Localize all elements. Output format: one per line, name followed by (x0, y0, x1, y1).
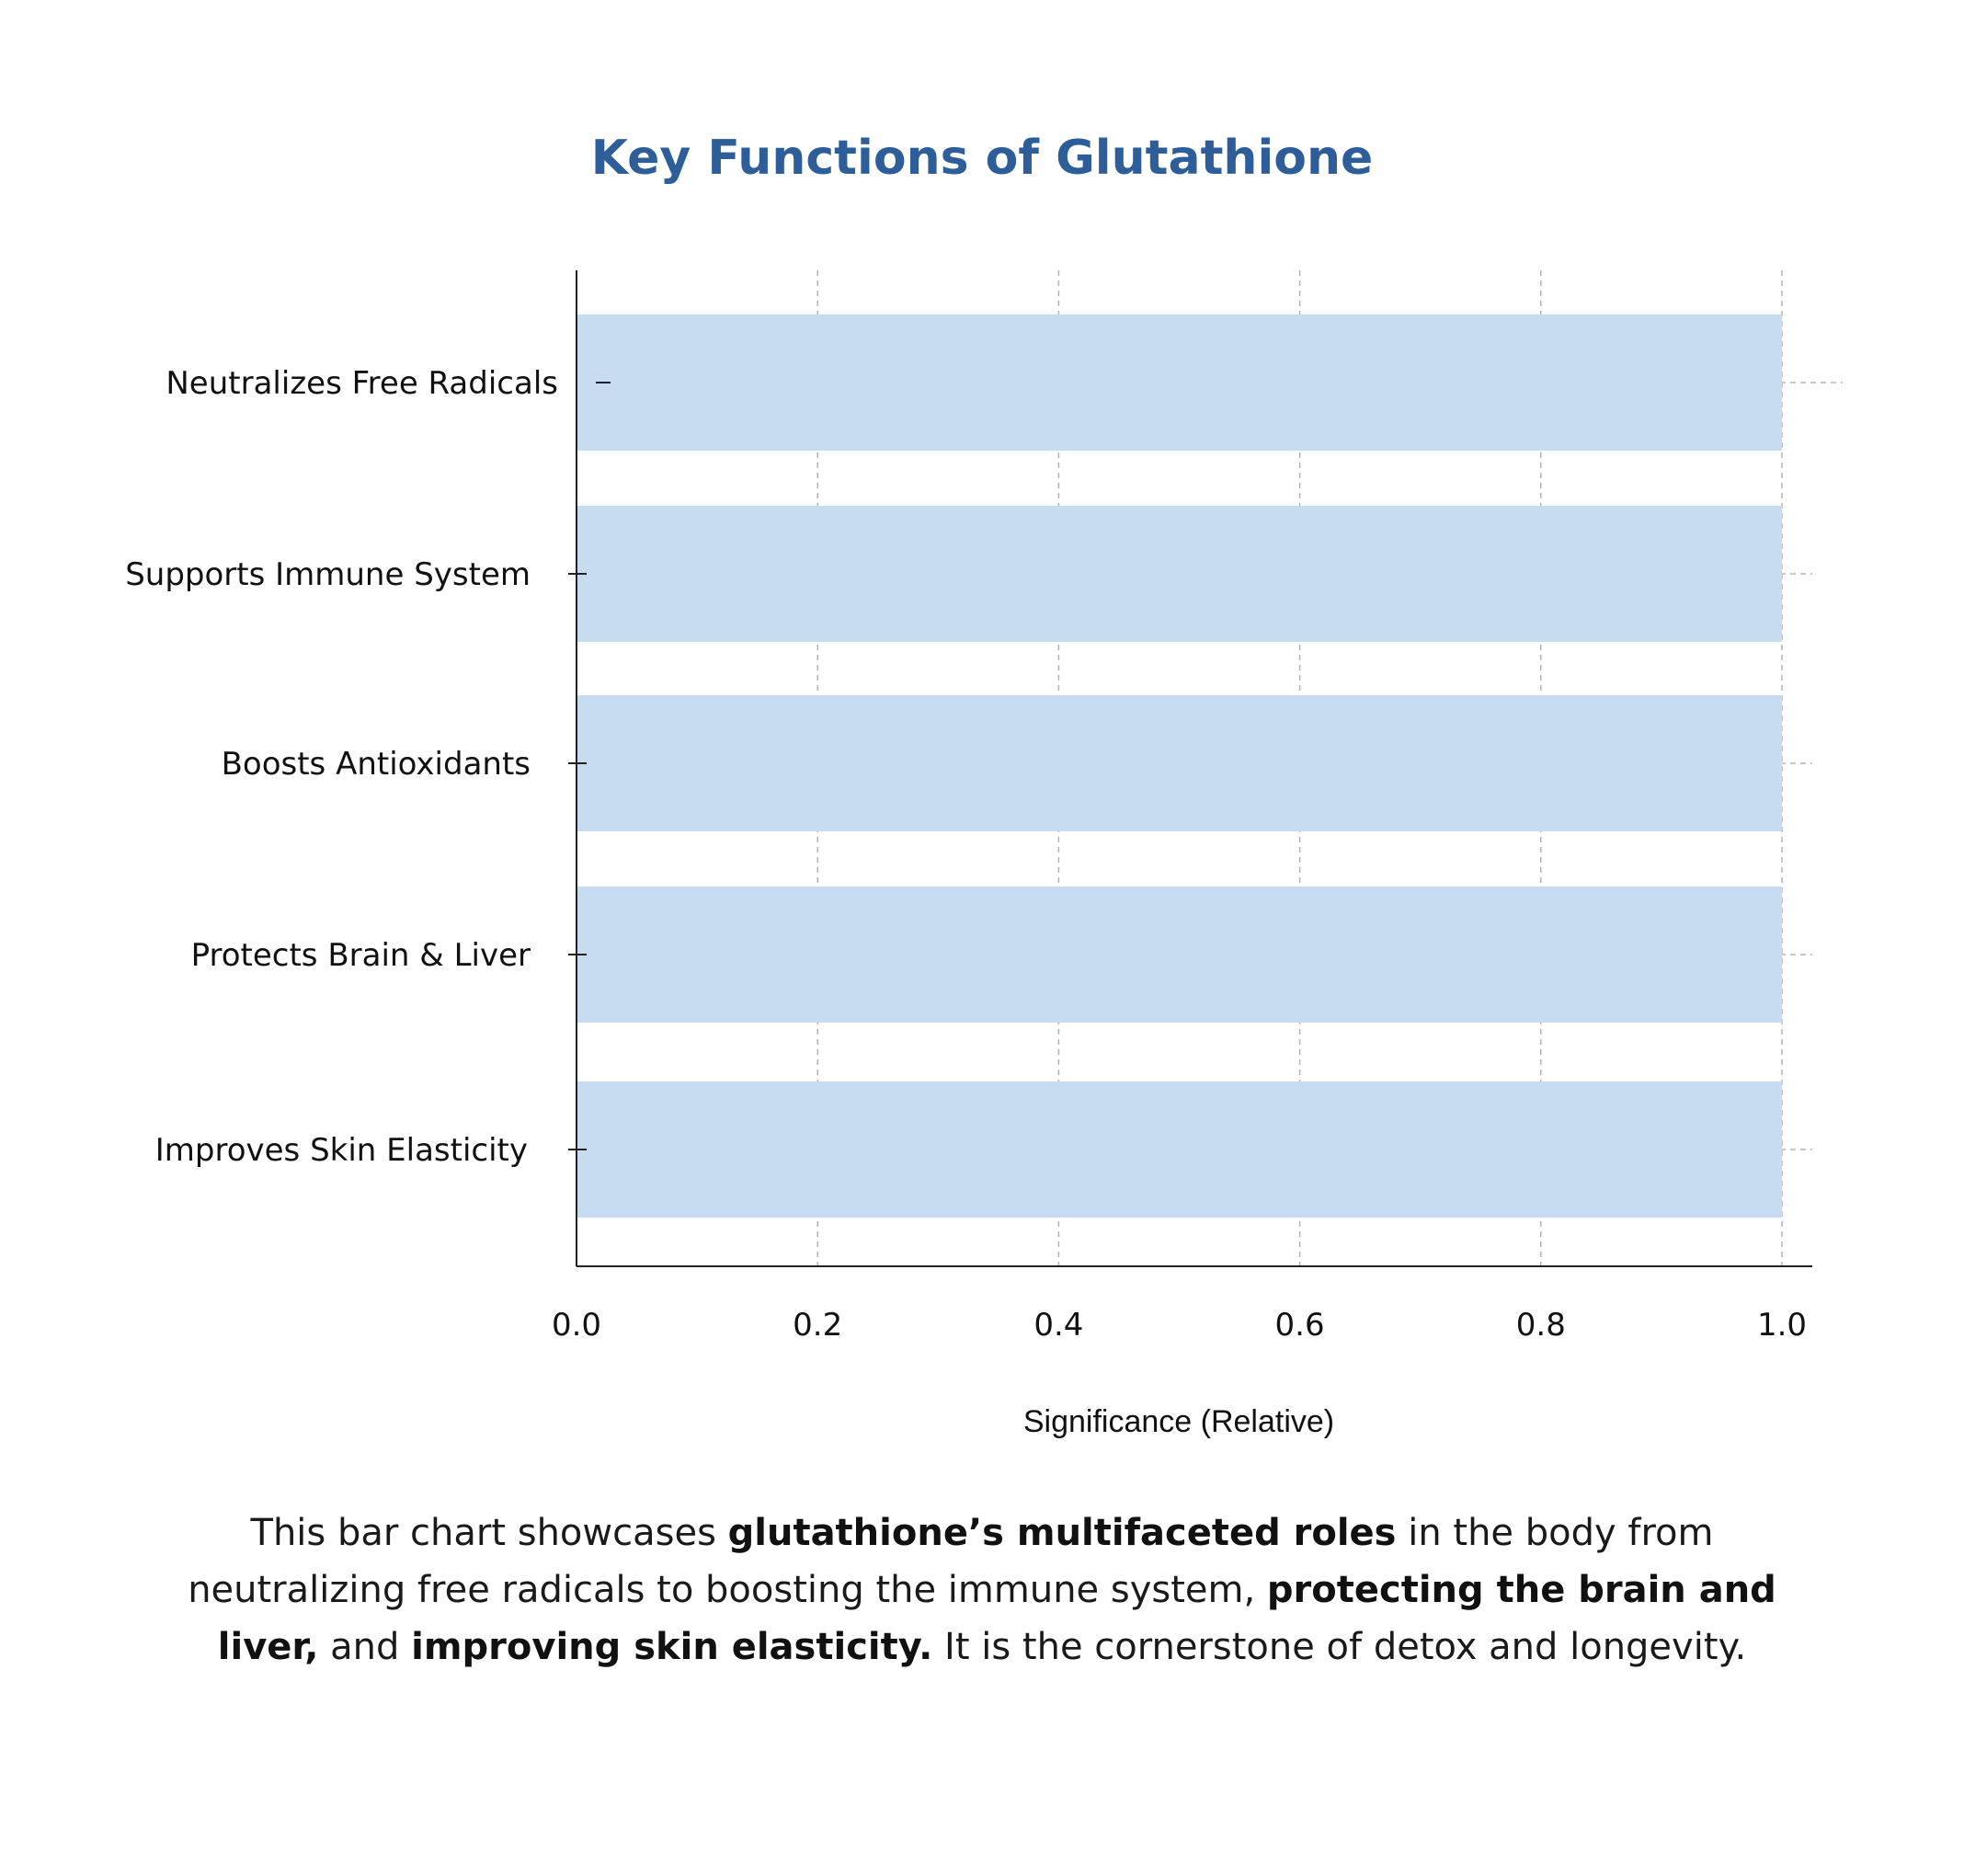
bar (577, 887, 1782, 1023)
x-tick-label: 0.6 (1274, 1307, 1325, 1344)
caption-emphasis: protecting the brain and liver, (217, 1569, 1776, 1668)
x-tick-label: 1.0 (1756, 1307, 1808, 1344)
bars (577, 315, 1782, 1218)
x-tick-label: 0.0 (551, 1307, 602, 1344)
bar (577, 1081, 1782, 1218)
caption-text: in the body from neutralizing free radicals to boosting the immune system, (188, 1512, 1714, 1611)
caption-emphasis: glutathione’s multifaceted roles (727, 1512, 1397, 1554)
bar (577, 315, 1782, 451)
caption-text: and (318, 1626, 412, 1668)
x-axis-label: Significance (Relative) (1022, 1404, 1335, 1439)
x-tick-label: 0.4 (1033, 1307, 1084, 1344)
caption-text: This bar chart showcases (250, 1512, 728, 1554)
bar (577, 695, 1782, 831)
chart-caption (138, 1504, 1826, 1676)
x-tick-label: 0.2 (793, 1307, 843, 1344)
y-tick-label: Neutralizes Free Radicals (166, 365, 558, 402)
y-tick-label: Protects Brain & Liver (190, 937, 531, 974)
caption-text: It is the cornerstone of detox and longevity. (932, 1626, 1747, 1668)
caption-emphasis: improving skin elasticity. (411, 1626, 933, 1668)
chart-title: Key Functions of Glutathione (590, 131, 1374, 186)
bar (577, 506, 1782, 642)
y-tick-label: Improves Skin Elasticity (154, 1132, 528, 1169)
x-tick-label: 0.8 (1515, 1307, 1566, 1344)
y-tick-label: Supports Immune System (125, 556, 531, 593)
y-tick-label: Boosts Antioxidants (221, 746, 531, 783)
